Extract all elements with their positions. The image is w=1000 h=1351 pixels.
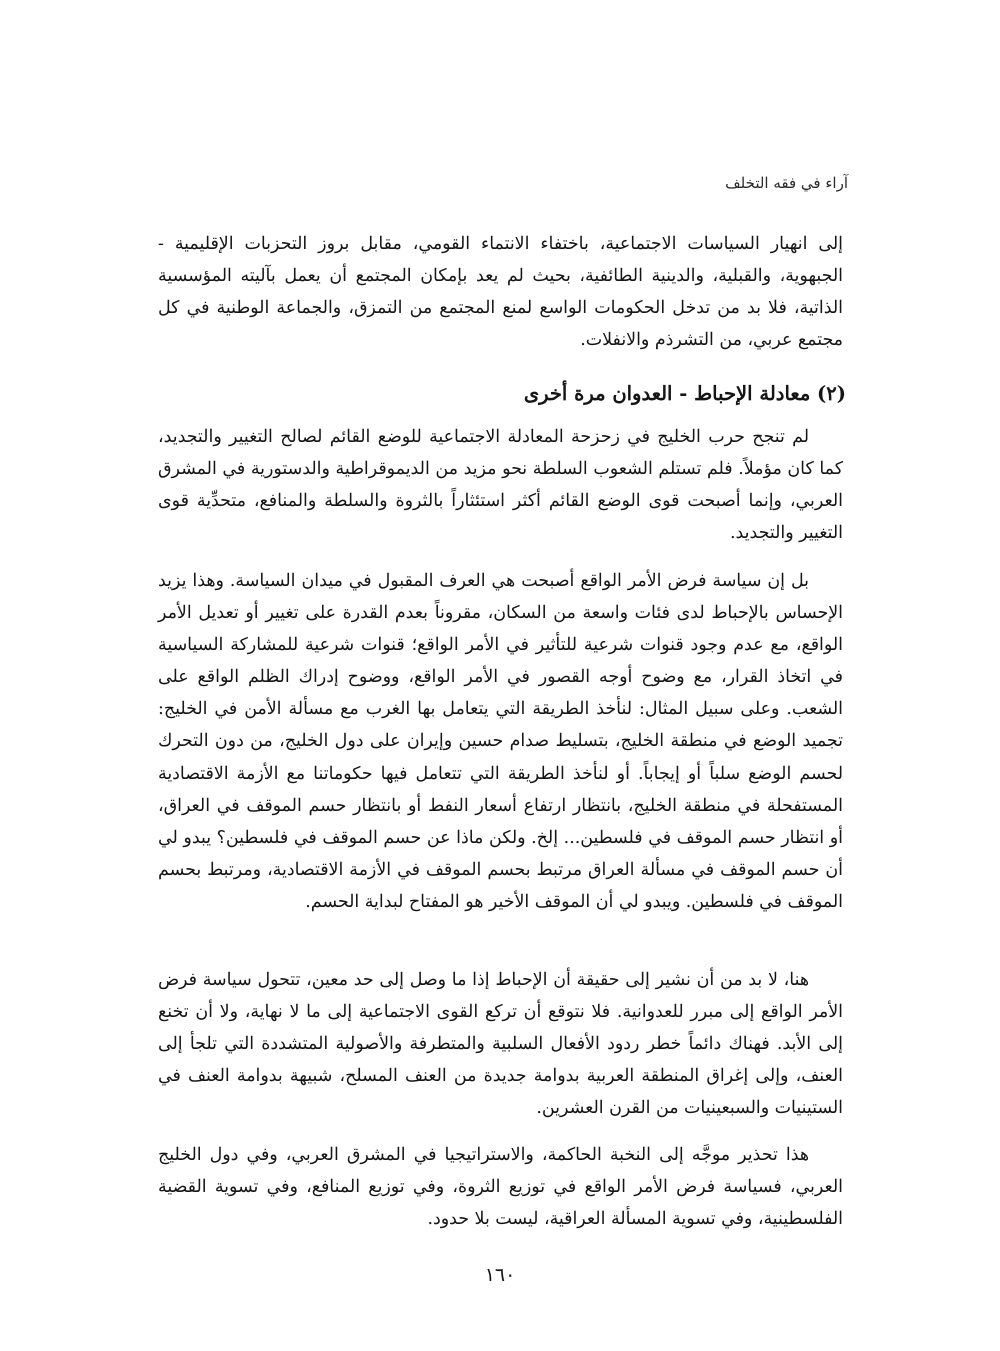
section-heading: (٢) معادلة الإحباط - العدوان مرة أخرى bbox=[523, 382, 846, 405]
body-paragraph-4: هذا تحذير موجَّه إلى النخبة الحاكمة، والاستراتيجيا في المشرق العربي، وفي دول الخليج العربي، فسياسة فرض الأمر الواقع في توزيع الثروة، وفي توزيع المنافع، وفي تسوية القضية الفلسطينية، وفي تسوية المسألة العراقية، ليست بلا حدود. bbox=[158, 1145, 843, 1230]
page-number: ١٦٠ bbox=[484, 1264, 516, 1286]
body-paragraph-2: بل إن سياسة فرض الأمر الواقع أصبحت هي العرف المقبول في ميدان السياسة. وهذا يزيد الإحساس بالإحباط لدى فئات واسعة من السكان، مقروناً بعدم القدرة على تغيير أو تعديل الأمر الواقع، مع عدم وجود قنوات شرعية للتأثير في الأمر الواقع؛ قنوات شرعية للمشاركة السياسية في اتخاذ القرار، مع وضوح أوجه القصور في الأمر الواقع، ووضوح إدراك الظلم الواقع على الشعب. وعلى سبيل المثال: لنأخذ الطريقة التي يتعامل بها الغرب مع مسألة الأمن في الخليج: تجميد الوضع في منطقة الخليج، بتسليط صدام حسين وإيران على دول الخليج، من دون التحرك لحسم الوضع سلباً أو إيجاباً. أو لنأخذ الطريقة التي تتعامل فيها حكوماتنا مع الأزمة الاقتصادية المستفحلة في منطقة الخليج، بانتظار ارتفاع أسعار النفط أو بانتظار حسم الموقف في العراق، أو انتظار حسم الموقف في فلسطين... إلخ. ولكن ماذا عن حسم الموقف في فلسطين؟ يبدو لي أن حسم الموقف في مسألة العراق مرتبط بحسم الموقف في الأزمة الاقتصادية، ومرتبط بحسم الموقف في فلسطين. ويبدو لي أن الموقف الأخير هو المفتاح لبداية الحسم. bbox=[158, 571, 843, 912]
body-paragraph-1: لم تنجح حرب الخليج في زحزحة المعادلة الاجتماعية للوضع القائم لصالح التغيير والتجديد، كما كان مؤملاً. فلم تستلم الشعوب السلطة نحو مزيد من الديموقراطية والدستورية في المشرق العربي، وإنما أصبحت قوى الوضع القائم أكثر استئثاراً بالثروة والسلطة والمنافع، متحدِّية قوى التغيير والتجديد. bbox=[158, 427, 843, 544]
body-paragraph-3: هنا، لا بد من أن نشير إلى حقيقة أن الإحباط إذا ما وصل إلى حد معين، تتحول سياسة فرض الأمر الواقع إلى مبرر للعدوانية. فلا نتوقع أن تركع القوى الاجتماعية إلى ما لا نهاية، ولا أن تخنع إلى الأبد. فهناك دائماً خطر ردود الأفعال السلبية والمتطرفة والأصولية المتشددة التي تلجأ إلى العنف، وإلى إغراق المنطقة العربية بدوامة جديدة من العنف المسلح، شبيهة بدوامة العنف في الستينيات والسبعينيات من القرن العشرين. bbox=[158, 970, 843, 1119]
intro-paragraph: إلى انهيار السياسات الاجتماعية، باختفاء الانتماء القومي، مقابل بروز التحزبات الإقليمية - الجبهوية، والقبلية، والدينية الطائفية، بحيث لم يعد بإمكان المجتمع أن يعمل بآليته المؤسسية الذاتية، فلا بد من تدخل الحكومات الواسع لمنع المجتمع من التمزق، والجماعة الوطنية في كل مجتمع عربي، من التشرذم والانفلات. bbox=[158, 234, 843, 351]
running-header: آراء في فقه التخلف bbox=[725, 174, 848, 192]
